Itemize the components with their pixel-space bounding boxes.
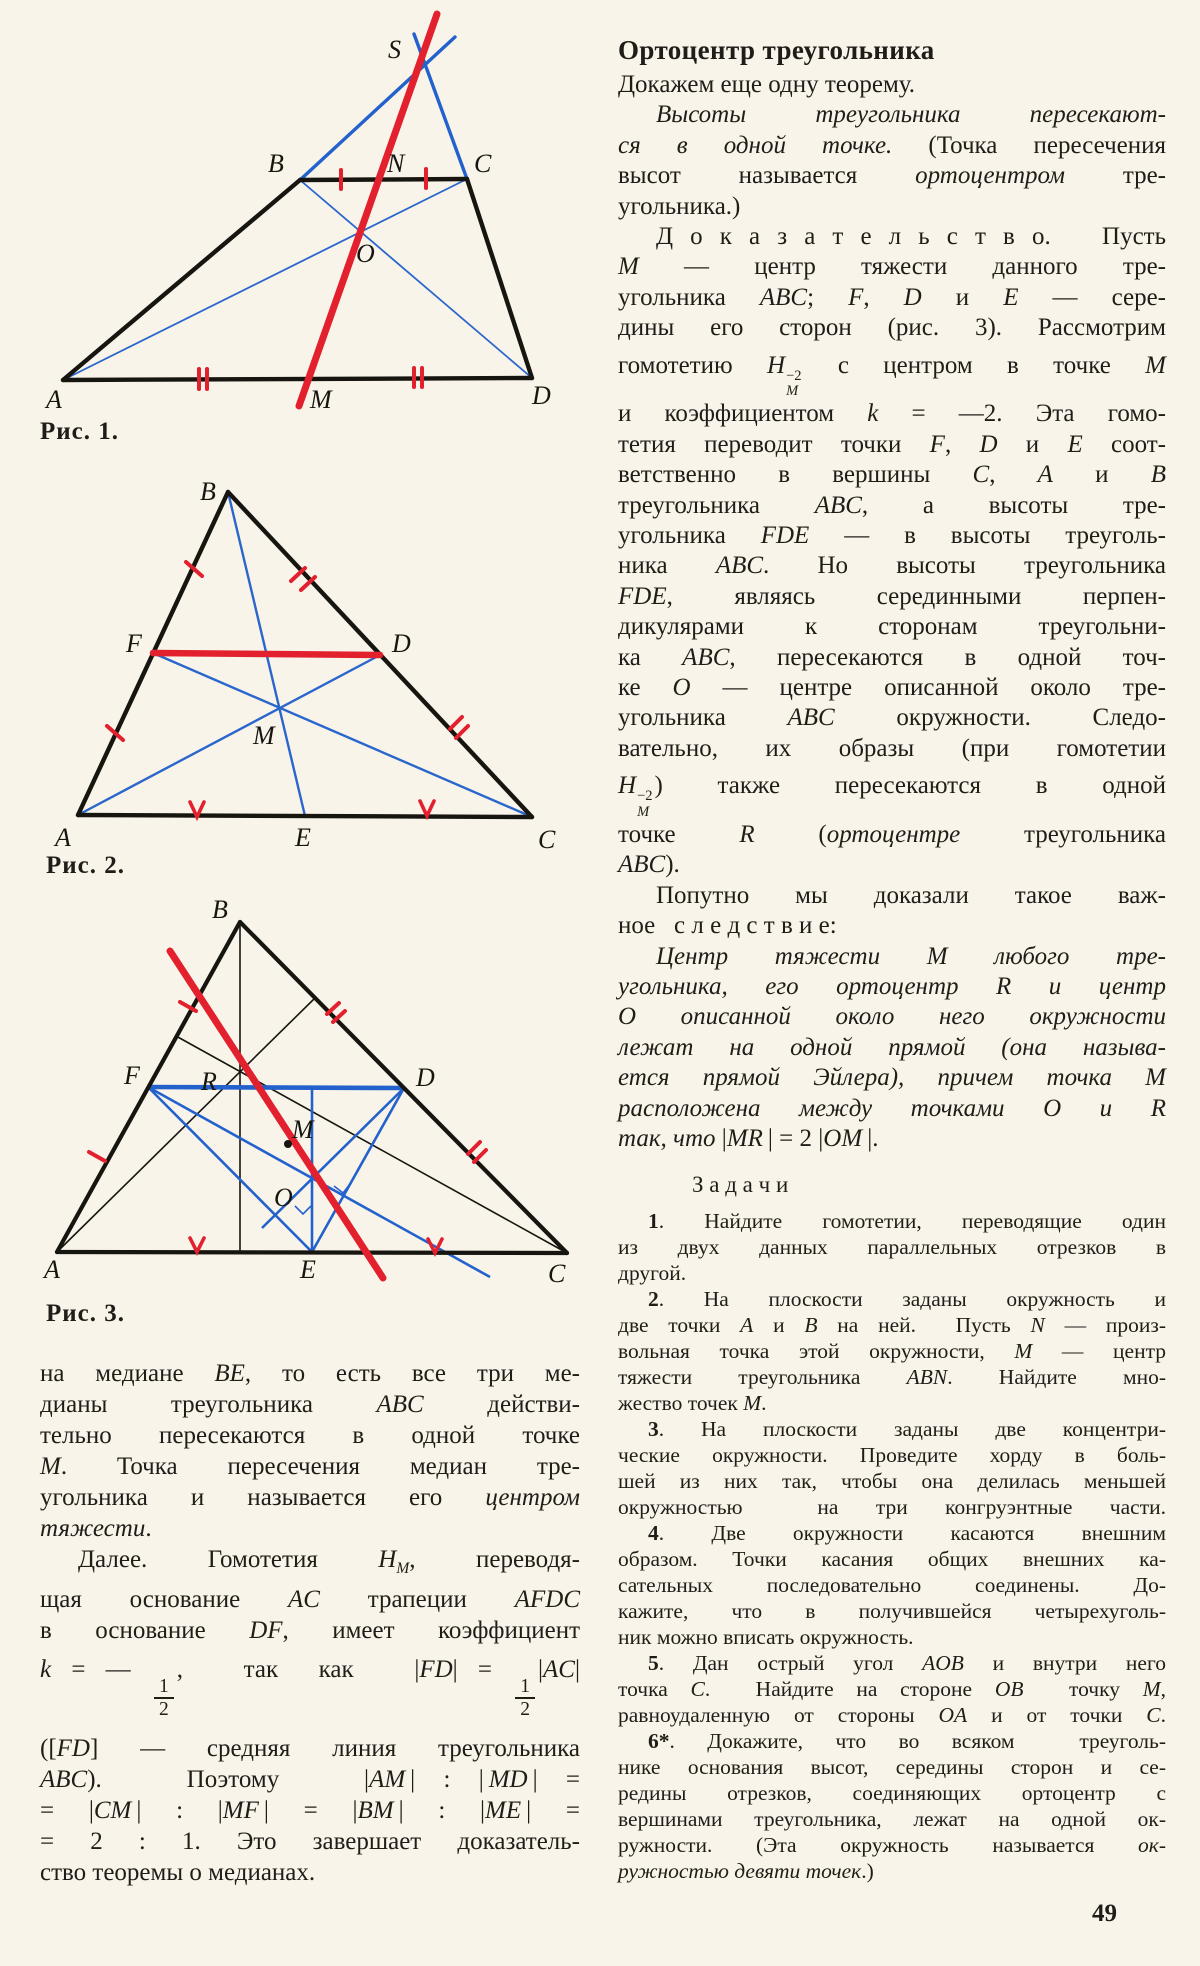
figure-3-caption: Рис. 3. — [46, 1300, 126, 1327]
text-line: шей из них так, чтобы она делилась меньшей — [618, 1469, 1166, 1494]
vertex-label-b: B — [200, 477, 216, 506]
text-line: точка C. Найдите на стороне OB точку M, — [618, 1677, 1166, 1702]
text-line: лежат на одной прямой (она называ- — [618, 1033, 1166, 1061]
text-line: равноудаленную от стороны OA и от точки C. — [618, 1703, 1166, 1728]
text-line: O описанной около него окружности — [618, 1003, 1166, 1031]
fig1-blue-diagonals — [63, 179, 532, 380]
text-line: в основание DF, имеет коэффициент — [40, 1617, 580, 1644]
text-line: угольника ABC окружности. Следо- — [618, 704, 1166, 732]
text-line: = 2 : 1. Это завершает доказатель- — [40, 1828, 580, 1856]
vertex-label-e: E — [300, 1255, 316, 1284]
text-line: тяжести. — [40, 1515, 152, 1542]
text-line: H −2 M ) также пересекаются в одной — [618, 772, 1166, 820]
text-line: = |CM | : |MF | = |BM | : |ME | = — [40, 1797, 580, 1825]
text-line: угольника, его ортоцентр R и центр — [618, 972, 1166, 1000]
text-line: M — центр тяжести данного тре- — [618, 253, 1166, 281]
vertex-label-m: M — [310, 385, 332, 414]
figure-1-trapezoid-medians — [30, 8, 570, 416]
text-line: ческие окружности. Проведите хорду в боль- — [618, 1443, 1166, 1468]
text-line: 3. На плоскости заданы две концентри- — [648, 1417, 1166, 1442]
text-line: ABC). Поэтому |AM | : | MD | = — [40, 1766, 581, 1794]
vertex-label-f: F — [124, 1061, 140, 1090]
vertex-label-m: M — [253, 721, 275, 750]
vertex-label-n: N — [387, 149, 405, 178]
text-line: ника ABC. Но высоты треугольника — [618, 552, 1166, 580]
text-line: ([FD] — средняя линия треугольника — [40, 1735, 580, 1763]
text-line: 1. Найдите гомотетии, переводящие один — [648, 1209, 1166, 1234]
vertex-label-m: M — [292, 1115, 314, 1144]
text-line: Высоты треугольника пересекают- — [656, 101, 1166, 129]
text-line: щая основание AC трапеции AFDC — [40, 1586, 580, 1613]
text-line: другой. — [618, 1261, 687, 1286]
text-line: ка ABC, пересекаются в одной точ- — [618, 643, 1166, 671]
text-line: ке O — центре описанной около тре- — [618, 674, 1166, 701]
vertex-label-c: C — [474, 149, 492, 178]
text-line: точке R (ортоцентре треугольника — [618, 820, 1166, 848]
fig3-centroid-dot — [284, 1140, 292, 1148]
vertex-label-e: E — [295, 823, 311, 852]
text-line: 2. На плоскости заданы окружность и — [648, 1287, 1166, 1312]
text-line: нике основания высот, середины сторон и се- — [618, 1755, 1166, 1780]
text-line: ветственно в вершины C, A и B — [618, 461, 1166, 489]
vertex-label-b: B — [268, 149, 284, 178]
figure-2-caption: Рис. 2. — [46, 852, 126, 879]
vertex-label-d: D — [532, 381, 551, 410]
text-line: Ортоцентр треугольника — [618, 35, 935, 65]
text-line: ABC). — [618, 851, 680, 879]
text-line: ется прямой Эйлера), причем точка M — [618, 1064, 1166, 1092]
text-line: редины отрезков, соединяющих ортоцентр с — [618, 1781, 1166, 1806]
figure-3-euler-line — [30, 895, 620, 1295]
text-line: две точки A и B на ней. Пусть N — произ- — [618, 1313, 1167, 1338]
text-line: 5. Дан острый угол AOB и внутри него — [648, 1651, 1166, 1676]
text-line: тетия переводит точки F, D и E соот- — [618, 430, 1166, 458]
text-line: Центр тяжести M любого тре- — [656, 942, 1166, 970]
text-line: FDE, являясь серединными перпен- — [618, 582, 1166, 610]
fig2-red-midline-FD — [153, 653, 380, 655]
text-line: 6*. Докажите, что во всяком треуголь- — [648, 1729, 1166, 1754]
text-line: ное с л е д с т в и е: — [618, 912, 837, 940]
fig1-red-line-SM — [299, 14, 437, 406]
text-line: угольника и называется его центром — [40, 1484, 580, 1511]
text-line: ружностью девяти точек.) — [618, 1859, 874, 1884]
text-line: З а д а ч и — [692, 1172, 789, 1198]
text-line: Докажем еще одну теорему. — [618, 71, 916, 98]
fig1-trapezoid-outline — [63, 179, 532, 380]
page-number: 49 — [1092, 1900, 1117, 1927]
text-line: ся в одной точке. (Точка пересечения — [618, 131, 1166, 159]
text-line: высот называется ортоцентром тре- — [618, 162, 1167, 190]
text-line: гомотетию H −2 M с центром в точке M — [618, 351, 1166, 400]
text-line: и коэффициентом k = —2. Эта гомо- — [618, 400, 1166, 428]
text-line: M. Точка пересечения медиан тре- — [40, 1453, 580, 1480]
text-line: тяжести треугольника ABN. Найдите мно- — [618, 1365, 1166, 1390]
fig1-red-tick-marks — [199, 169, 426, 389]
text-line: так, что |MR | = 2 |OM |. — [618, 1124, 879, 1152]
fig3-red-euler-line — [170, 951, 383, 1278]
vertex-label-c: C — [538, 825, 556, 852]
text-line: образом. Точки касания общих внешних ка- — [618, 1547, 1166, 1572]
text-line: дины его сторон (рис. 3). Рассмотрим — [618, 314, 1166, 342]
text-line: угольника.) — [618, 192, 741, 220]
vertex-label-c: C — [548, 1259, 566, 1288]
text-line: сательных последовательно соединены. До- — [618, 1573, 1166, 1598]
text-line: Далее. Гомотетия $H_M$, переводя- — [78, 1546, 580, 1577]
text-line: на медиане BE, то есть все три ме- — [40, 1360, 581, 1387]
vertex-label-o: O — [356, 239, 375, 268]
text-line: расположена между точками O и R — [618, 1094, 1166, 1122]
vertex-label-a: A — [44, 1255, 60, 1284]
text-line: из двух данных параллельных отрезков в — [618, 1235, 1166, 1260]
right-column-text — [618, 30, 1166, 1884]
vertex-label-b: B — [212, 895, 228, 924]
vertex-label-f: F — [126, 629, 142, 658]
text-line: вольная точка этой окружности, M — центр — [618, 1339, 1166, 1364]
left-column-text — [40, 1358, 580, 1888]
text-line: дианы треугольника ABC действи- — [40, 1391, 581, 1418]
vertex-label-d: D — [416, 1063, 435, 1092]
text-line: жество точек M. — [618, 1391, 767, 1416]
vertex-label-r: R — [201, 1067, 217, 1096]
text-line: вершинами треугольника, лежат на одной ок- — [618, 1807, 1166, 1832]
text-line: Д о к а з а т е л ь с т в о. Пусть — [656, 223, 1166, 251]
text-line: тельно пересекаются в одной точке — [40, 1422, 580, 1449]
text-line: Попутно мы доказали такое важ- — [656, 881, 1166, 909]
text-line: кажите, что в получившейся четырехуголь- — [618, 1599, 1166, 1624]
vertex-label-a: A — [55, 823, 71, 852]
vertex-label-o: O — [274, 1183, 293, 1212]
text-line: ство теоремы о медианах. — [40, 1859, 316, 1887]
vertex-label-a: A — [46, 385, 62, 414]
text-line: дикулярами к сторонам треугольни- — [618, 613, 1166, 641]
text-line: угольника FDE — в высоты треуголь- — [618, 521, 1166, 549]
vertex-label-s: S — [388, 35, 401, 64]
text-line: ник можно вписать окружность. — [618, 1625, 914, 1650]
text-line: k = — $\frac{1}{2}$ , так как |FD| = $\frac{1}{2}$ |AC| — [40, 1656, 580, 1721]
text-line: вательно, их образы (при гомотетии — [618, 734, 1166, 762]
text-line: окружностью на три конгруэнтные части. — [618, 1495, 1166, 1520]
text-line: угольника ABC; F, D и E — сере- — [618, 283, 1166, 311]
vertex-label-d: D — [392, 629, 411, 658]
figure-1-caption: Рис. 1. — [40, 418, 120, 445]
text-line: ружности. (Эта окружность называется ок- — [618, 1833, 1166, 1858]
text-line: 4. Две окружности касаются внешним — [648, 1521, 1166, 1546]
figure-2-triangle-medians — [30, 460, 570, 852]
text-line: треугольника ABC, а высоты тре- — [618, 491, 1166, 519]
